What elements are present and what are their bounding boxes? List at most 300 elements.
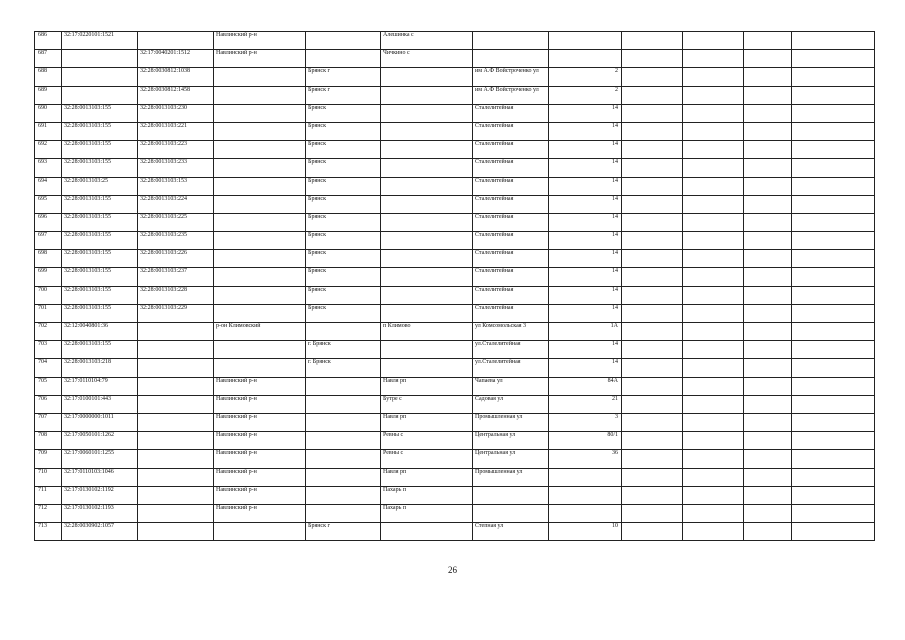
table-cell: 32:17:0050101:1262 <box>62 432 138 450</box>
table-cell: 32:17:0130102:1193 <box>62 504 138 522</box>
table-cell: 699 <box>35 268 62 286</box>
table-cell: Навлинский р-н <box>214 432 306 450</box>
table-cell <box>792 304 875 322</box>
table-cell <box>683 268 744 286</box>
table-cell: Навлинский р-н <box>214 450 306 468</box>
table-cell <box>683 141 744 159</box>
table-cell: 32:17:0130102:1192 <box>62 486 138 504</box>
table-row <box>35 377 875 395</box>
table-row <box>35 195 875 213</box>
table-cell <box>214 177 306 195</box>
table-cell <box>683 504 744 522</box>
table-cell <box>622 377 683 395</box>
table-cell: 14 <box>549 159 622 177</box>
table-cell <box>683 413 744 431</box>
table-cell: 709 <box>35 450 62 468</box>
table-cell: 687 <box>35 50 62 68</box>
table-cell: 32:28:0013103:218 <box>62 359 138 377</box>
table-row <box>35 395 875 413</box>
table-cell <box>792 268 875 286</box>
table-cell: 32:28:0013103:155 <box>62 159 138 177</box>
table-cell <box>214 268 306 286</box>
table-cell <box>622 159 683 177</box>
table-cell <box>473 504 549 522</box>
table-cell: им А.Ф Войстроченко ул <box>473 68 549 86</box>
table-row <box>35 250 875 268</box>
table-cell <box>622 523 683 541</box>
table-cell: 32:28:0013103:155 <box>62 232 138 250</box>
table-cell <box>622 432 683 450</box>
table-cell <box>622 359 683 377</box>
table-cell <box>683 359 744 377</box>
table-cell: Брянск г <box>306 68 381 86</box>
table-row <box>35 341 875 359</box>
table-cell <box>744 395 792 413</box>
table-cell <box>549 468 622 486</box>
table-cell <box>214 122 306 140</box>
table-row <box>35 141 875 159</box>
table-cell <box>683 286 744 304</box>
table-cell: 32:17:0110104:79 <box>62 377 138 395</box>
table-cell <box>214 286 306 304</box>
table-cell <box>622 32 683 50</box>
table-row <box>35 450 875 468</box>
table-cell: п Климово <box>381 323 473 341</box>
table-cell <box>744 359 792 377</box>
table-cell: 710 <box>35 468 62 486</box>
table-cell <box>744 195 792 213</box>
table-cell: Брянск <box>306 141 381 159</box>
table-cell: 32:28:0013103:155 <box>62 195 138 213</box>
table-cell: 689 <box>35 86 62 104</box>
table-cell: Степная ул <box>473 523 549 541</box>
table-cell <box>622 395 683 413</box>
table-cell: 712 <box>35 504 62 522</box>
table-cell <box>214 159 306 177</box>
table-cell: 21 <box>549 395 622 413</box>
table-cell <box>622 68 683 86</box>
table-cell: 32:28:0030812:1038 <box>138 68 214 86</box>
table-cell: Ревны с <box>381 432 473 450</box>
table-cell: 711 <box>35 486 62 504</box>
table-row <box>35 50 875 68</box>
table-cell <box>214 195 306 213</box>
table-row <box>35 159 875 177</box>
table-cell: Навлинский р-н <box>214 377 306 395</box>
table-cell <box>214 304 306 322</box>
table-cell <box>744 468 792 486</box>
table-cell: Сталелитейная <box>473 286 549 304</box>
table-cell: 14 <box>549 177 622 195</box>
table-cell <box>214 523 306 541</box>
table-cell <box>381 286 473 304</box>
table-cell: Брянск <box>306 250 381 268</box>
table-cell <box>792 413 875 431</box>
table-cell: Сталелитейная <box>473 141 549 159</box>
table-cell <box>792 104 875 122</box>
table-cell <box>138 341 214 359</box>
table-cell: Навлинский р-н <box>214 468 306 486</box>
table-cell <box>214 359 306 377</box>
table-cell <box>683 395 744 413</box>
table-cell: 36 <box>549 450 622 468</box>
table-cell <box>214 213 306 231</box>
table-cell <box>306 32 381 50</box>
table-cell: 14 <box>549 359 622 377</box>
table-cell: 3 <box>549 413 622 431</box>
table-cell <box>792 523 875 541</box>
table-cell <box>381 68 473 86</box>
table-cell: 14 <box>549 104 622 122</box>
table-cell: 32:28:0013103:155 <box>62 141 138 159</box>
table-cell <box>549 486 622 504</box>
table-cell: Сталелитейная <box>473 268 549 286</box>
table-cell: Навлинский р-н <box>214 413 306 431</box>
table-cell: Навля рп <box>381 377 473 395</box>
table-cell <box>792 68 875 86</box>
table-cell <box>792 32 875 50</box>
table-cell <box>138 504 214 522</box>
table-cell: Брянск <box>306 104 381 122</box>
table-cell <box>549 32 622 50</box>
table-cell: 32:28:0013103:230 <box>138 104 214 122</box>
table-cell <box>214 341 306 359</box>
table-cell <box>744 523 792 541</box>
table-cell <box>744 377 792 395</box>
table-cell <box>306 468 381 486</box>
table-cell: 696 <box>35 213 62 231</box>
table-cell: 32:28:0013103:226 <box>138 250 214 268</box>
table-cell: 32:17:0060101:1255 <box>62 450 138 468</box>
table-cell <box>744 177 792 195</box>
table-cell <box>214 141 306 159</box>
table-cell <box>381 523 473 541</box>
table-cell: Навлинский р-н <box>214 50 306 68</box>
table-cell <box>138 523 214 541</box>
table-cell <box>792 450 875 468</box>
table-cell: Чапаева ул <box>473 377 549 395</box>
table-cell <box>744 304 792 322</box>
table-cell <box>622 323 683 341</box>
table-cell: им А.Ф Войстроченко ул <box>473 86 549 104</box>
table-cell <box>622 122 683 140</box>
table-cell: 691 <box>35 122 62 140</box>
table-cell <box>683 122 744 140</box>
table-cell: 2 <box>549 68 622 86</box>
table-cell: 32:28:0013103:221 <box>138 122 214 140</box>
table-cell: Брянск <box>306 232 381 250</box>
table-cell <box>683 432 744 450</box>
table-cell: 14 <box>549 232 622 250</box>
table-cell: 700 <box>35 286 62 304</box>
table-cell <box>744 486 792 504</box>
table-cell <box>306 377 381 395</box>
table-cell <box>306 323 381 341</box>
table-cell <box>214 86 306 104</box>
table-cell <box>792 377 875 395</box>
table-cell: 704 <box>35 359 62 377</box>
table-cell <box>744 504 792 522</box>
table-cell: 688 <box>35 68 62 86</box>
table-cell <box>622 486 683 504</box>
page-number: 26 <box>448 565 457 575</box>
table-cell <box>138 413 214 431</box>
table-cell: 701 <box>35 304 62 322</box>
table-cell <box>138 468 214 486</box>
table-cell <box>138 323 214 341</box>
table-cell: 80/1 <box>549 432 622 450</box>
table-cell <box>306 432 381 450</box>
table-cell <box>744 104 792 122</box>
table-cell: Навля рп <box>381 468 473 486</box>
table-cell: 32:28:0013103:155 <box>62 304 138 322</box>
table-cell <box>138 486 214 504</box>
table-cell: Брянск <box>306 213 381 231</box>
table-cell: Промышленная ул <box>473 468 549 486</box>
table-cell <box>214 68 306 86</box>
table-cell <box>683 341 744 359</box>
table-cell: р-он Климовский <box>214 323 306 341</box>
table-row <box>35 432 875 450</box>
table-cell <box>744 286 792 304</box>
table-cell <box>549 504 622 522</box>
table-cell <box>792 159 875 177</box>
table-cell: 14 <box>549 141 622 159</box>
table-cell <box>214 104 306 122</box>
table-cell: 692 <box>35 141 62 159</box>
table-cell: 14 <box>549 341 622 359</box>
table-cell <box>744 50 792 68</box>
table-row <box>35 232 875 250</box>
table-cell: г. Брянск <box>306 341 381 359</box>
table-cell: 14 <box>549 195 622 213</box>
table-row <box>35 323 875 341</box>
table-cell <box>306 50 381 68</box>
table-cell: 32:28:0013103:228 <box>138 286 214 304</box>
table-row <box>35 177 875 195</box>
table-cell: 32:28:0013103:155 <box>62 104 138 122</box>
table-cell <box>549 50 622 68</box>
table-cell: Ревны с <box>381 450 473 468</box>
table-cell: Алешинка с <box>381 32 473 50</box>
table-cell: Брянск <box>306 122 381 140</box>
table-cell: 32:17:0040201:1512 <box>138 50 214 68</box>
table-cell: 14 <box>549 268 622 286</box>
table-cell <box>622 286 683 304</box>
table-cell: 707 <box>35 413 62 431</box>
table-cell: 698 <box>35 250 62 268</box>
table-cell: 32:17:0110103:1046 <box>62 468 138 486</box>
table-cell <box>683 304 744 322</box>
table-cell <box>792 86 875 104</box>
table-cell: Навлинский р-н <box>214 395 306 413</box>
table-cell: 32:17:0100101:443 <box>62 395 138 413</box>
table-cell <box>792 213 875 231</box>
table-cell <box>306 395 381 413</box>
table-cell: 32:28:0013103:235 <box>138 232 214 250</box>
table-cell <box>381 122 473 140</box>
table-cell <box>622 232 683 250</box>
table-cell: Сталелитейная <box>473 177 549 195</box>
table-row <box>35 268 875 286</box>
table-cell <box>683 177 744 195</box>
table-cell: 32:28:0013103:155 <box>62 250 138 268</box>
table-cell <box>381 177 473 195</box>
table-cell <box>792 395 875 413</box>
table-cell <box>381 213 473 231</box>
table-cell: Навлинский р-н <box>214 486 306 504</box>
table-cell <box>744 323 792 341</box>
table-cell <box>744 450 792 468</box>
table-cell: 32:28:0013103:155 <box>62 213 138 231</box>
table-cell <box>381 341 473 359</box>
table-cell: Промышленная ул <box>473 413 549 431</box>
table-cell: Бутре с <box>381 395 473 413</box>
table-cell <box>138 359 214 377</box>
table-cell: 32:12:0040801:36 <box>62 323 138 341</box>
table-cell <box>622 213 683 231</box>
table-row <box>35 213 875 231</box>
table-cell <box>381 232 473 250</box>
table-cell <box>683 86 744 104</box>
table-cell: Сталелитейная <box>473 159 549 177</box>
table-cell: 14 <box>549 286 622 304</box>
table-cell: Брянск <box>306 304 381 322</box>
register-table-body <box>35 32 875 541</box>
table-cell <box>683 523 744 541</box>
table-cell <box>138 377 214 395</box>
table-cell <box>744 432 792 450</box>
table-cell <box>792 468 875 486</box>
table-cell <box>622 341 683 359</box>
table-cell <box>62 50 138 68</box>
table-cell: Брянск <box>306 286 381 304</box>
table-cell <box>306 504 381 522</box>
table-cell <box>138 450 214 468</box>
table-cell <box>622 413 683 431</box>
table-cell: 14 <box>549 250 622 268</box>
table-cell <box>622 468 683 486</box>
table-cell: 702 <box>35 323 62 341</box>
table-cell <box>683 195 744 213</box>
table-cell: Брянск <box>306 177 381 195</box>
table-cell <box>792 195 875 213</box>
table-cell <box>622 268 683 286</box>
table-row <box>35 304 875 322</box>
table-cell <box>792 286 875 304</box>
table-cell: 32:28:0013103:153 <box>138 177 214 195</box>
table-cell: Брянск г <box>306 86 381 104</box>
table-cell: 84А <box>549 377 622 395</box>
table-cell <box>622 304 683 322</box>
table-cell: Сталелитейная <box>473 122 549 140</box>
table-cell <box>683 377 744 395</box>
table-cell <box>62 68 138 86</box>
table-cell <box>683 250 744 268</box>
table-cell <box>138 395 214 413</box>
table-cell <box>792 122 875 140</box>
table-cell: 14 <box>549 122 622 140</box>
table-row <box>35 86 875 104</box>
table-cell <box>622 450 683 468</box>
table-cell <box>792 50 875 68</box>
table-cell <box>473 486 549 504</box>
table-cell <box>62 86 138 104</box>
table-cell: 32:28:0013103:233 <box>138 159 214 177</box>
table-cell: Садовая ул <box>473 395 549 413</box>
table-cell: 32:17:0000000:1011 <box>62 413 138 431</box>
table-cell <box>683 213 744 231</box>
table-cell: 32:28:0013103:237 <box>138 268 214 286</box>
table-cell: 2 <box>549 86 622 104</box>
table-cell: 32:28:0030902:1057 <box>62 523 138 541</box>
table-cell: г. Брянск <box>306 359 381 377</box>
table-cell: 695 <box>35 195 62 213</box>
table-cell: 690 <box>35 104 62 122</box>
table-cell: ул.Сталелитейная <box>473 341 549 359</box>
table-cell <box>473 50 549 68</box>
table-row <box>35 68 875 86</box>
table-row <box>35 504 875 522</box>
table-cell: ул Комсомольская 3 <box>473 323 549 341</box>
table-cell: Центральная ул <box>473 432 549 450</box>
table-cell: 32:28:0013103:155 <box>62 341 138 359</box>
table-cell: 1А <box>549 323 622 341</box>
table-cell: Сталелитейная <box>473 195 549 213</box>
table-cell <box>622 250 683 268</box>
table-cell <box>381 104 473 122</box>
table-cell <box>622 50 683 68</box>
table-cell <box>744 141 792 159</box>
table-cell <box>744 341 792 359</box>
table-cell <box>306 486 381 504</box>
table-cell: Брянск <box>306 159 381 177</box>
table-cell <box>744 159 792 177</box>
table-cell: Пахарь п <box>381 504 473 522</box>
table-cell: 10 <box>549 523 622 541</box>
table-cell <box>214 250 306 268</box>
table-cell <box>744 413 792 431</box>
table-cell <box>622 104 683 122</box>
table-cell <box>622 86 683 104</box>
table-cell: Навлинский р-н <box>214 32 306 50</box>
table-cell: 708 <box>35 432 62 450</box>
table-cell <box>306 450 381 468</box>
table-cell: 713 <box>35 523 62 541</box>
table-cell <box>381 304 473 322</box>
table-cell: Сталелитейная <box>473 304 549 322</box>
table-cell <box>306 413 381 431</box>
register-table <box>34 31 875 541</box>
table-cell <box>622 195 683 213</box>
table-cell: Сталелитейная <box>473 104 549 122</box>
table-cell: 14 <box>549 213 622 231</box>
table-cell: Навля рп <box>381 413 473 431</box>
table-cell <box>622 177 683 195</box>
table-cell: 32:17:0220101:1521 <box>62 32 138 50</box>
table-row <box>35 32 875 50</box>
table-cell <box>792 432 875 450</box>
table-cell <box>214 232 306 250</box>
table-cell: 32:28:0013103:224 <box>138 195 214 213</box>
table-cell <box>138 32 214 50</box>
table-cell <box>792 141 875 159</box>
table-cell: 32:28:0013103:155 <box>62 286 138 304</box>
table-cell: Брянск <box>306 195 381 213</box>
table-cell <box>792 232 875 250</box>
table-cell <box>381 141 473 159</box>
table-cell <box>744 250 792 268</box>
